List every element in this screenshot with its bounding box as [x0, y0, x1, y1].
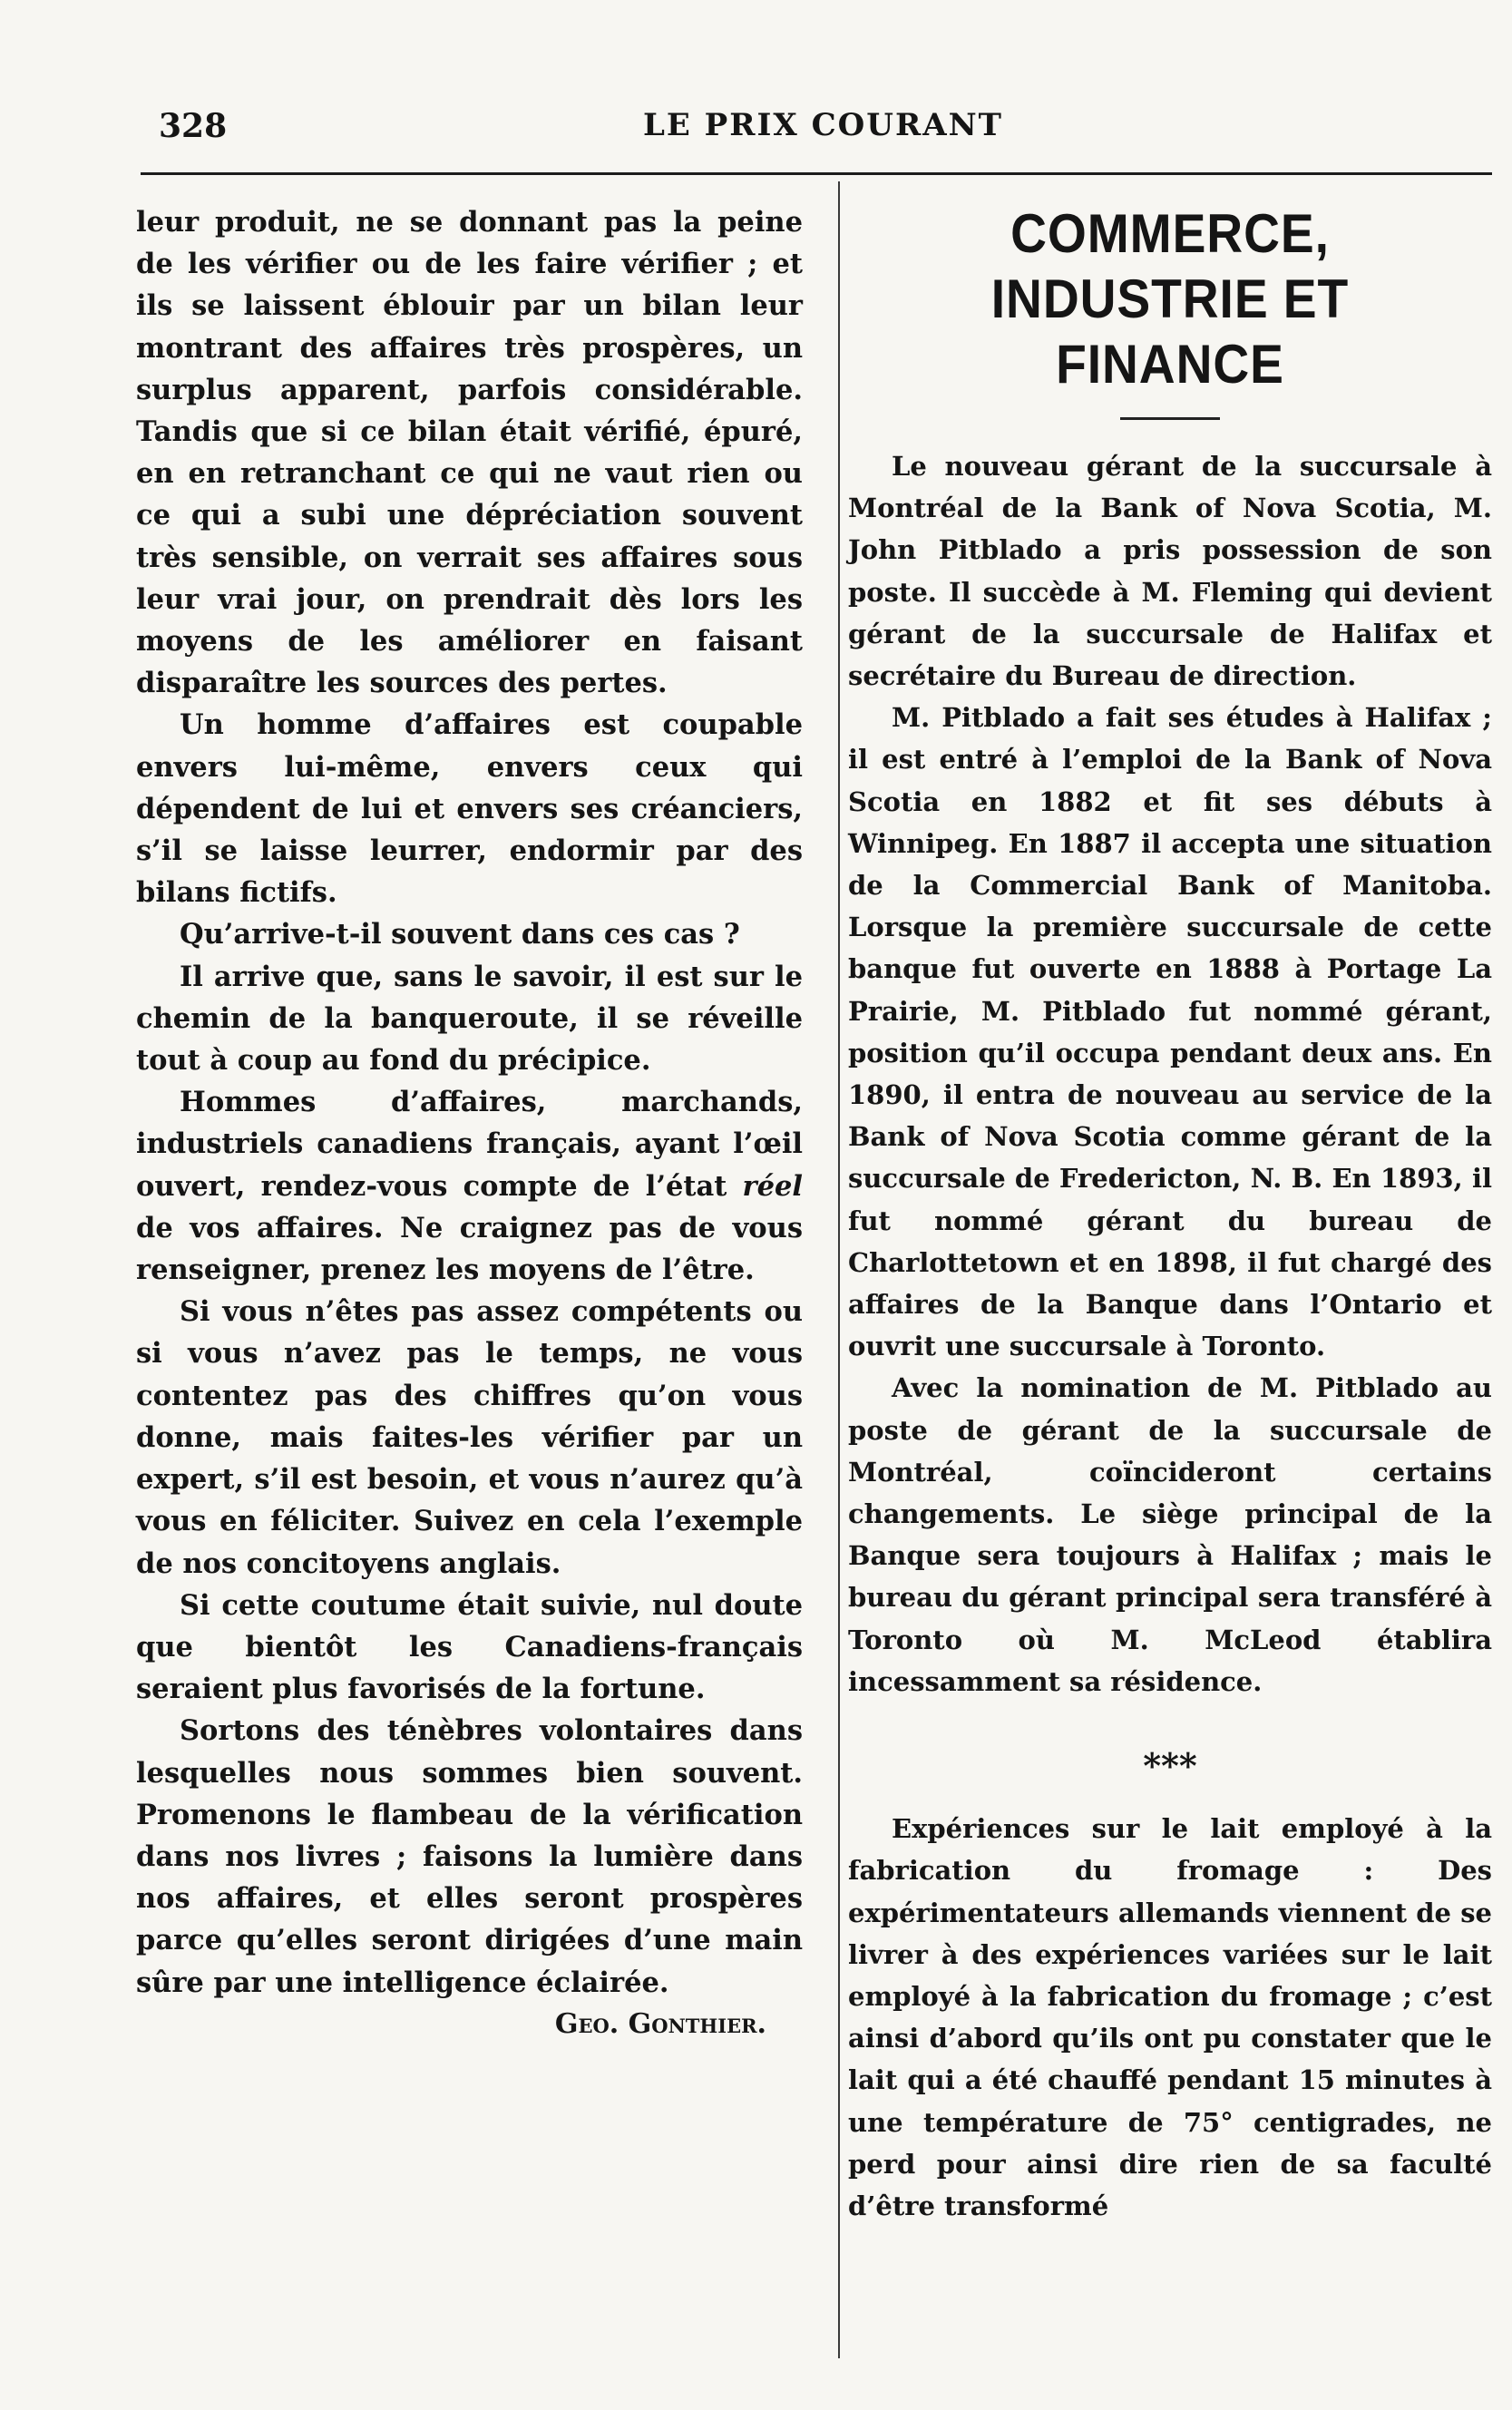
section-heading-line-1: COMMERCE, — [1010, 203, 1330, 264]
left-paragraph-5 — [136, 1081, 803, 1291]
running-head — [159, 107, 1488, 161]
left-paragraph-5-tail: de vos affaires. Ne craignez pas de vous renseigner, prenez les moyens de l’être. — [136, 1211, 803, 1287]
right-paragraph-1: Le nouveau gérant de la succursale à Montréal de la Bank of Nova Scotia, M. John Pitblado a pris possession de son poste. Il succède à M. Fleming qui devient gérant de la succursale de Halifax et secrétaire du Bureau de direction. — [848, 451, 1492, 692]
section-heading-line-2: INDUSTRIE ET FINANCE — [990, 268, 1350, 395]
header-rule — [141, 172, 1492, 175]
right-paragraph-4: Expériences sur le lait employé à la fabrication du fromage : Des expérimentateurs allemands viennent de se livrer à des expériences variées sur le lait employé à la fabrication du fromage ; c’est ainsi d’abord qu’ils ont pu constater que le lait qui a été chauffé pendant 15 minutes à une température de 75° centigrades, ne perd pour ainsi dire rien de sa faculté d’être transformé — [848, 1813, 1492, 2221]
left-column — [136, 201, 803, 2045]
journal-title: LE PRIX COURANT — [643, 107, 1003, 143]
right-column — [848, 201, 1492, 2227]
left-paragraph-1: leur produit, ne se donnant pas la peine de les vérifier ou de les faire vérifier ; et ils se laissent éblouir par un bilan leur montrant des affaires très prospères, un surplus apparent, parfois considérable. Tandis que si ce bilan était vérifié, épuré, en en retranchant ce qui ne vaut rien ou ce qui a subi une dépréciation souvent très sensible, on verrait ses affaires sous leur vrai jour, on prendrait dès lors les moyens de les améliorer en faisant disparaître les sources des pertes. — [136, 206, 803, 700]
left-paragraph-7: Si cette coutume était suivie, nul doute que bientôt les Canadiens-français seraient plus favorisés de la fortune. — [136, 1588, 803, 1706]
right-paragraph-2: M. Pitblado a fait ses études à Halifax ; il est entré à l’emploi de la Bank of Nova Scotia en 1882 et fit ses débuts à Winnipeg. En 1887 il accepta une situation de la Commercial Bank of Manitoba. Lorsque la première succursale de cette banque fut ouverte en 1888 à Portage La Prairie, M. Pitblado fut nommé gérant, position qu’il occupa pendant deux ans. En 1890, il entra de nouveau au service de la Bank of Nova Scotia comme gérant de la succursale de Fredericton, N. B. En 1893, il fut nommé gérant du bureau de Charlottetown et en 1898, il fut chargé des affaires de la Banque dans l’Ontario et ouvrit une succursale à Toronto. — [848, 702, 1492, 1362]
asterism: *** — [1143, 1745, 1197, 1787]
left-paragraph-2: Un homme d’affaires est coupable envers lui-même, envers ceux qui dépendent de lui et envers ses créanciers, s’il se laisse leurrer, endormir par des bilans fictifs. — [136, 708, 803, 910]
left-paragraph-6: Si vous n’êtes pas assez compétents ou si vous n’avez pas le temps, ne vous contentez pas des chiffres qu’on vous donne, mais faites-les vérifier par un expert, s’il est besoin, et vous n’aurez qu’à vous en féliciter. Suivez en cela l’exemple de nos concitoyens anglais. — [136, 1295, 803, 1580]
heading-rule — [1120, 417, 1220, 420]
page-number: 328 — [159, 107, 228, 145]
right-paragraph-3: Avec la nomination de M. Pitblado au poste de gérant de la succursale de Montréal, coïncideront certains changements. Le siège principal de la Banque sera toujours à Halifax ; mais le bureau du gérant principal sera transféré à Toronto où M. McLeod établira incessamment sa résidence. — [848, 1372, 1492, 1697]
left-paragraph-8: Sortons des ténèbres volontaires dans lesquelles nous sommes bien souvent. Promenons le flambeau de la vérification dans nos livres ; faisons la lumière dans nos affaires, et elles seront prospères parce qu’elles seront dirigées d’une main sûre par une intelligence éclairée. — [136, 1714, 803, 1999]
left-paragraph-5-start: Hommes d’affaires, marchands, industriels canadiens français, ayant l’œil ouvert, rendez-vous compte de l’état — [136, 1086, 803, 1203]
left-paragraph-4: Il arrive que, sans le savoir, il est sur le chemin de la banqueroute, il se réveille tout à coup au fond du précipice. — [136, 960, 803, 1078]
left-paragraph-5-italic: réel — [742, 1169, 804, 1203]
left-paragraph-3: Qu’arrive-t-il souvent dans ces cas ? — [180, 918, 740, 951]
column-divider — [838, 181, 840, 2358]
signature: Geo. Gonthier. — [554, 2007, 766, 2040]
